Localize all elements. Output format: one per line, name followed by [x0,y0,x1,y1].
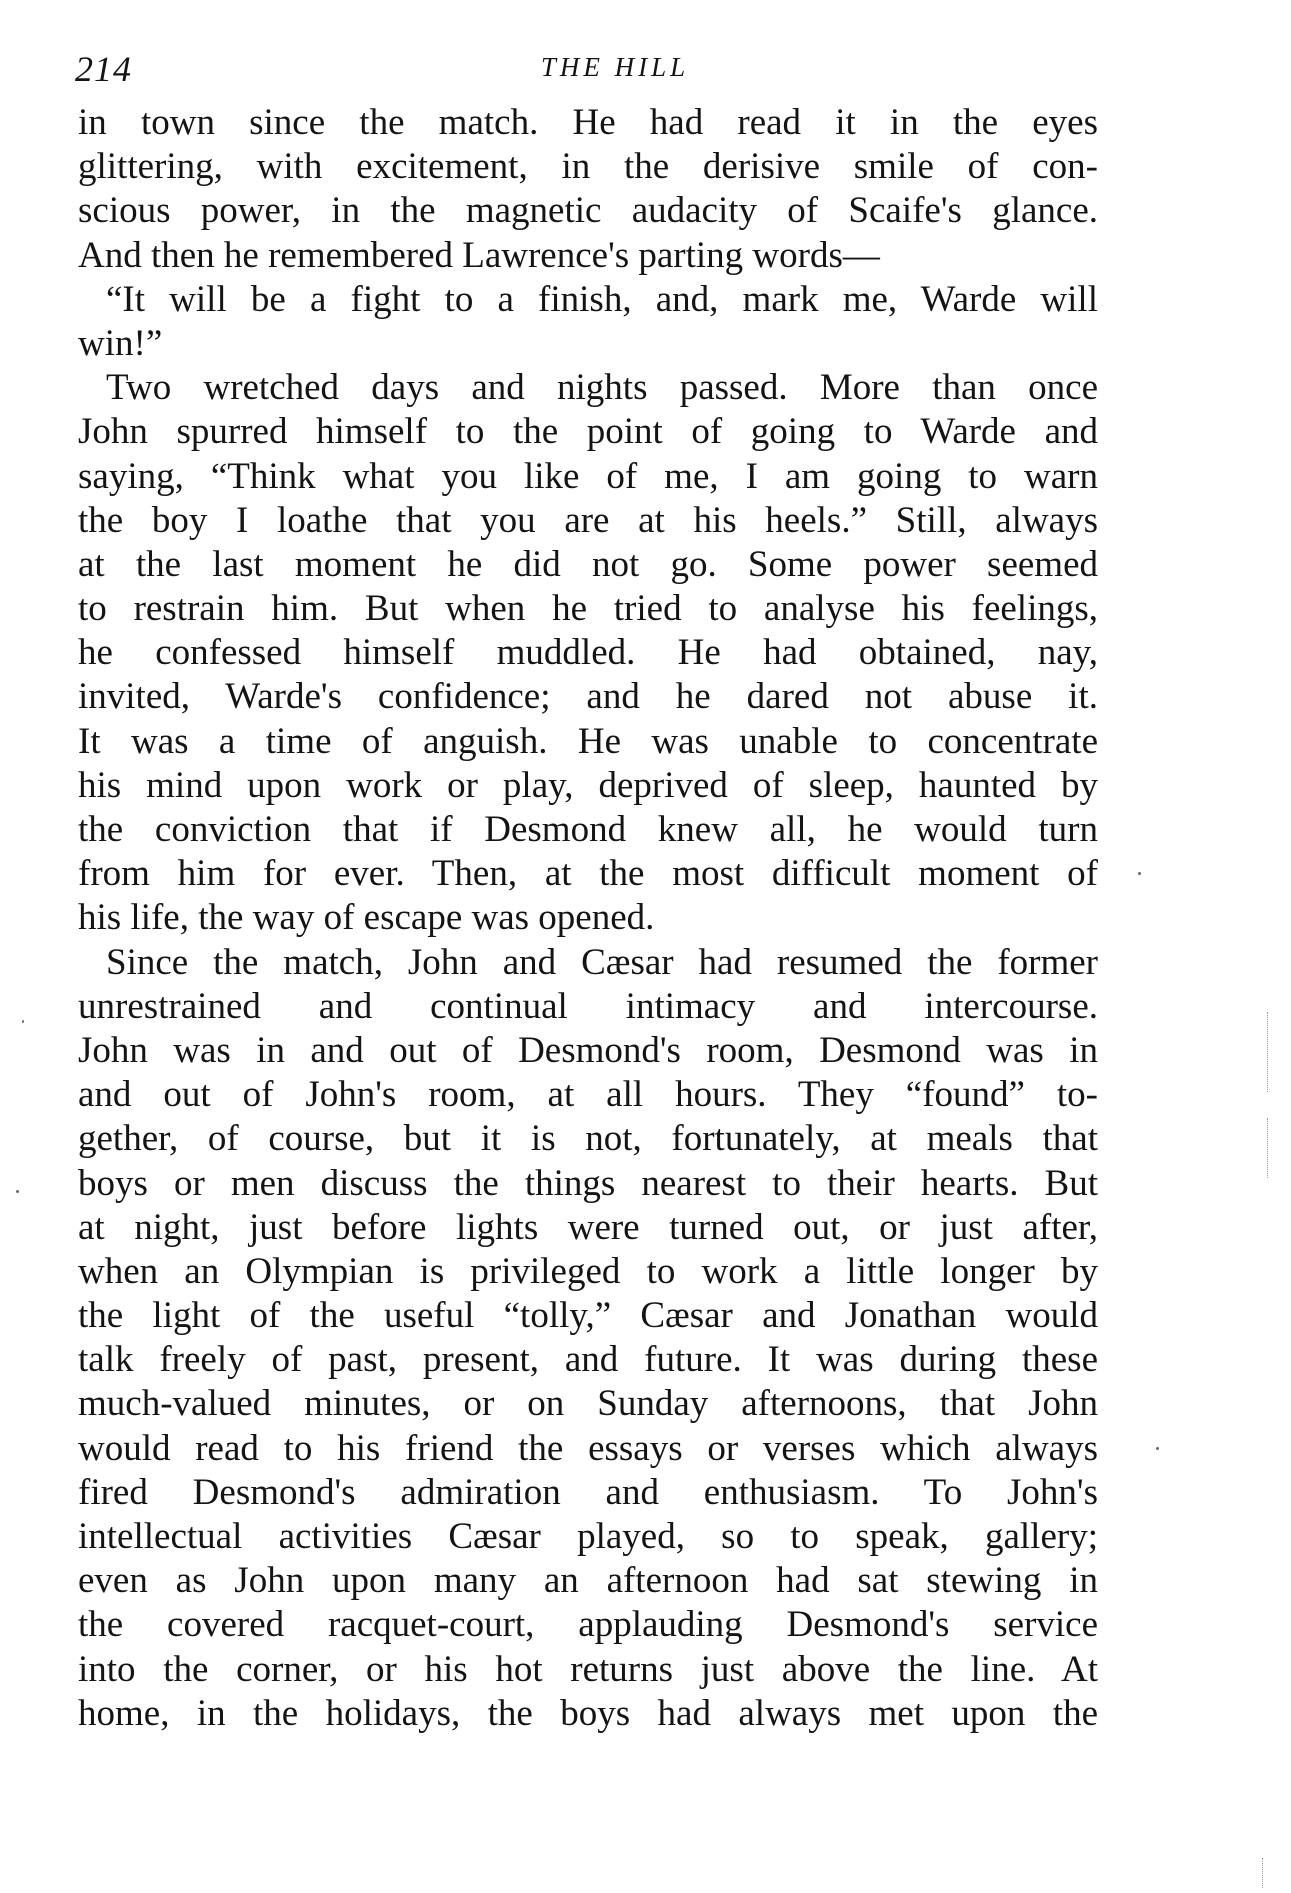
text-line: at night, just before lights were turned out, or just after, [78,1206,1098,1248]
text-line: and out of John's room, at all hours. They “found” to- [78,1074,1098,1116]
text-line: the covered racquet-court, applauding Desmond's service [78,1604,1098,1646]
text-line: invited, Warde's confidence; and he dared not abuse it. [78,676,1098,718]
text-line: his life, the way of escape was opened. [78,897,655,939]
text-line: much-valued minutes, or on Sunday afternoons, that John [78,1383,1098,1425]
text-line: Two wretched days and nights passed. More than once [106,367,1098,409]
text-line: glittering, with excitement, in the derisive smile of con- [78,146,1098,188]
text-line: gether, of course, but it is not, fortunately, at meals that [78,1118,1098,1160]
text-line: to restrain him. But when he tried to analyse his feelings, [78,588,1098,630]
scan-speck [22,1020,24,1023]
text-line: the boy I loathe that you are at his heels.” Still, always [78,499,1098,541]
text-line: in town since the match. He had read it in the eyes [78,102,1098,143]
text-line: from him for ever. Then, at the most difficult moment of [78,853,1098,895]
body-text [78,101,1098,1736]
text-line: unrestrained and continual intimacy and intercourse. [78,985,1098,1027]
scan-speck [1156,1447,1159,1450]
text-line: home, in the holidays, the boys had always met upon the [78,1692,1098,1734]
page-header [75,48,1095,92]
text-line: saying, “Think what you like of me, I am going to warn [78,455,1098,497]
text-line: And then he remembered Lawrence's parting words— [78,234,880,276]
text-line: he confessed himself muddled. He had obtained, nay, [78,632,1098,674]
scan-speck [1262,1858,1263,1888]
text-line: scious power, in the magnetic audacity of Scaife's glance. [78,190,1098,232]
running-head: THE HILL [540,52,690,82]
scan-speck [1267,1118,1268,1178]
text-line: talk freely of past, present, and future. It was during these [78,1339,1098,1381]
text-line: the light of the useful “tolly,” Cæsar and Jonathan would [78,1295,1098,1337]
text-line: when an Olympian is privileged to work a little longer by [78,1250,1098,1292]
text-line: at the last moment he did not go. Some power seemed [78,543,1098,585]
text-line: the conviction that if Desmond knew all, he would turn [78,809,1098,850]
scan-speck [1267,1012,1268,1092]
text-line: intellectual activities Cæsar played, so to speak, gallery; [78,1516,1098,1557]
text-line: John spurred himself to the point of going to Warde and [78,411,1098,453]
text-line: boys or men discuss the things nearest to their hearts. But [78,1162,1098,1204]
scan-speck [1138,872,1141,875]
text-line: “It will be a fight to a finish, and, mark me, Warde will [106,278,1098,320]
text-line: win!” [78,322,163,364]
page-number: 214 [75,49,132,89]
text-line: would read to his friend the essays or verses which always [78,1427,1098,1469]
text-line: John was in and out of Desmond's room, Desmond was in [78,1029,1098,1071]
text-line: fired Desmond's admiration and enthusiasm. To John's [78,1471,1098,1513]
text-line: It was a time of anguish. He was unable to concentrate [78,720,1098,762]
text-line: his mind upon work or play, deprived of sleep, haunted by [78,764,1098,806]
text-line: even as John upon many an afternoon had sat stewing in [78,1560,1098,1602]
text-line: Since the match, John and Cæsar had resumed the former [106,941,1098,983]
text-line: into the corner, or his hot returns just above the line. At [78,1648,1098,1690]
scan-speck [16,1190,19,1193]
